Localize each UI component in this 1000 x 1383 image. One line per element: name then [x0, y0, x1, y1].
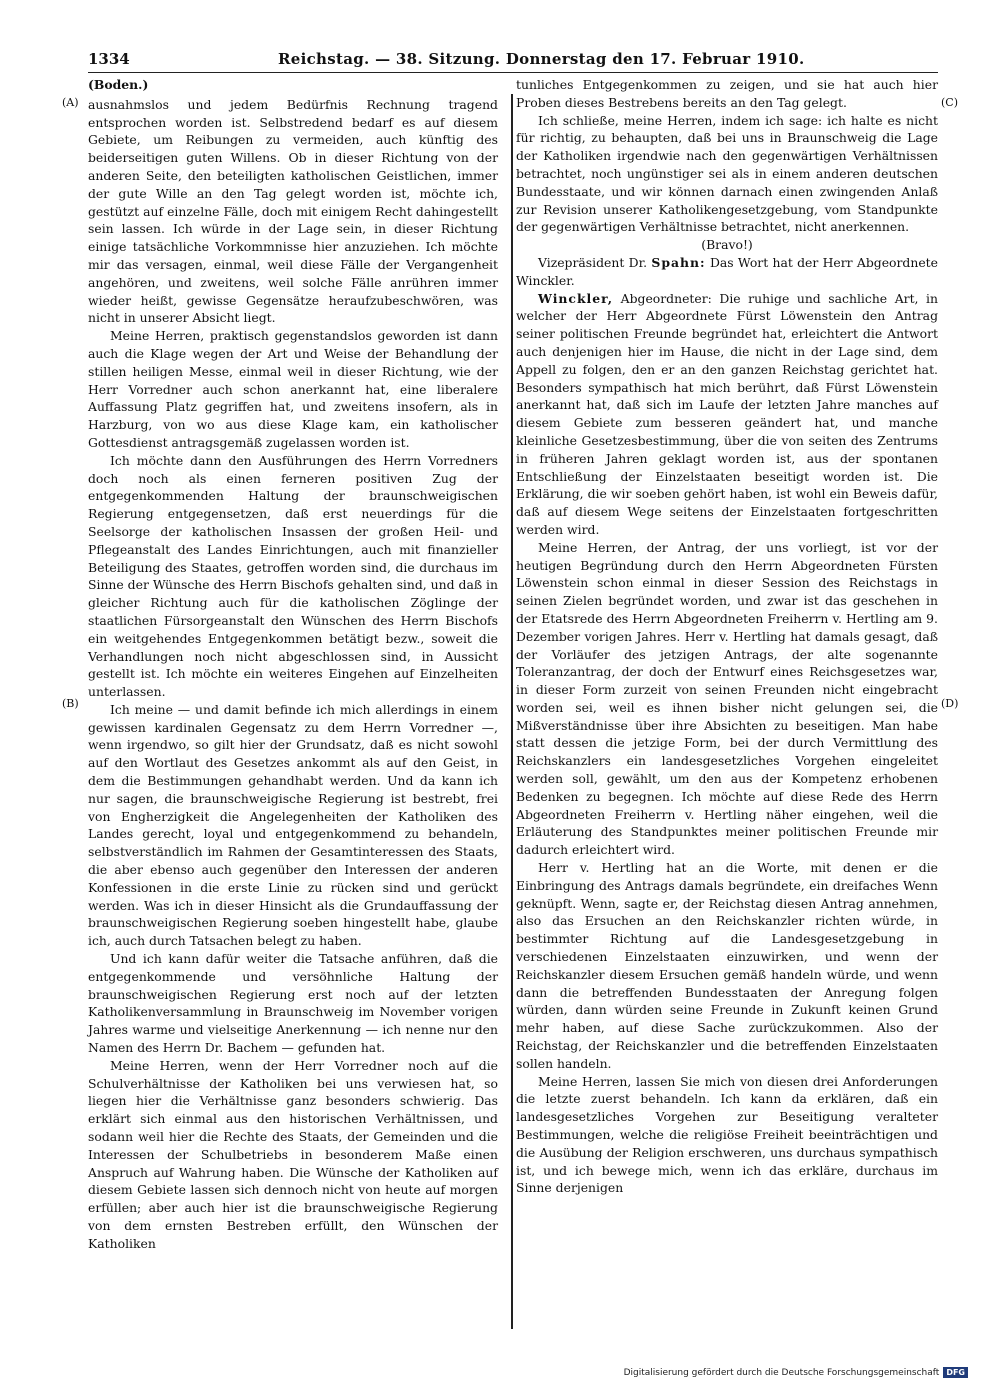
- margin-mark-b: (B): [62, 697, 79, 710]
- vp-text: Das Wort hat der Herr Abgeordnete Winckler.: [516, 254, 938, 288]
- vp-name: Spahn:: [651, 254, 706, 270]
- running-title: Reichstag. — 38. Sitzung. Donnerstag den 17. Februar 1910.: [278, 50, 805, 68]
- paragraph: Meine Herren, praktisch gegenstandslos geworden ist dann auch die Klage wegen der Art und Weise der Behandlung der stillen heiligen Messe, einmal weil in dieser Richtung, wie der Herr Vorredner auch schon anerkannt hat, eine liberalere Auffassung Platz gegriffen hat, und zweitens insofern, als in Harzburg, von wo aus diese Klage kam, ein katholischer Gottesdienst antragsgemäß zugelassen worden ist.: [88, 328, 498, 450]
- vp-prefix: Vizepräsident Dr.: [538, 254, 648, 270]
- speaker-name: Winckler,: [538, 290, 614, 306]
- paragraph: Meine Herren, wenn der Herr Vorredner noch auf die Schulverhältnisse der Katholiken bei uns verwiesen hat, so liegen hier die Verhältnisse ganz besonders schwierig. Das erklärt sich einmal aus den historischen Verhältnissen, und sodann weil hier die Rechte des Staats, der Gemeinden und die Interessen der Schulbetriebs in besonderem Maße einen Anspruch auf Wahrung haben. Die Wünsche der Katholiken auf diesem Gebiete lassen sich dennoch nicht von heute auf morgen erfüllen; aber auch hier ist die braunschweigische Regierung von dem ernsten Bestreben erfüllt, den Wünschen der Katholiken: [88, 1057, 498, 1251]
- paragraph: Und ich kann dafür weiter die Tatsache anführen, daß die entgegenkommende und versöhnliche Haltung der braunschweigischen Regierung erst noch auf der letzten Katholikenversammlung in Braunschweig im November vorigen Jahres warme und vielseitige Anerkennung — ich nenne nur den Namen des Herrn Dr. Bachem — gefunden hat.: [88, 951, 498, 1056]
- right-column: [516, 76, 938, 1197]
- speech-text: Abgeordneter: Die ruhige und sachliche Art, in welcher der Herr Abgeordnete Fürst Löwenstein den Antrag seiner politischen Freunde begründet hat, erleichtert die Antwort auch denjenigen hier im Hause, die nicht in der Lage sind, dem Appell zu folgen, den er an den ganzen Reichstag gerichtet hat. Besonders sympathisch hat mich berührt, daß Fürst Löwenstein anerkannt hat, daß sich im Laufe der letzten Jahre manches auf diesem Gebiete zum besseren geändert hat, und manche kleinliche Gesetzesbestimmung, über die von seiten des Zentrums in früheren Jahren geklagt worden ist, aus der spontanen Entschließung der Einzelstaaten beseitigt worden ist. Die Erklärung, die wir soeben gehört haben, ist wohl ein Beweis dafür, daß auf diesem Wege seitens der Einzelstaaten fortgeschritten werden wird.: [516, 290, 938, 537]
- funding-note: Digitalisierung gefördert durch die Deutsche Forschungsgemeinschaft: [623, 1367, 940, 1378]
- paragraph: Meine Herren, lassen Sie mich von diesen drei Anforderungen die letzte zuerst behandeln. Ich kann da erklären, daß ein landesgesetzliches Vorgehen zur Beseitigung veralteter Bestimmungen, welche die religiöse Freiheit beeinträchtigen und die Ausübung der Religion erschweren, uns durchaus sympathisch ist, und ich bewege mich, wenn ich das erkläre, durchaus im Sinne derjenigen: [516, 1073, 938, 1196]
- digitization-footer: [624, 1367, 968, 1378]
- paragraph: Herr v. Hertling hat an die Worte, mit denen er die Einbringung des Antrags damals begründete, ein dreifaches Wenn geknüpft. Wenn, sagte er, der Reichstag diesen Antrag annehmen, also das Ersuchen an den Reichskanzler richten würde, in bestimmter Richtung auf die Landesgesetzgebung in verschiedenen Einzelstaaten einzuwirken, und wenn der Reichskanzler diesem Ersuchen gemäß handeln würde, und wenn dann die betreffenden Bundesstaaten der Anregung folgen würden, dann würden seine Freunde in Zukunft keinen Grund mehr haben, auf diese Sache zurückzukommen. Also der Reichstag, der Reichskanzler und die betreffenden Einzelstaaten sollen handeln.: [516, 860, 938, 1071]
- paragraph: Meine Herren, der Antrag, der uns vorliegt, ist vor der heutigen Begründung durch den Herrn Abgeordneten Fürsten Löwenstein schon einmal in dieser Session des Reichstags in seinen Zielen begründet worden, und zwar ist das geschehen in der Etatsrede des Herrn Abgeordneten Freiherrn v. Hertling am 9. Dezember vorigen Jahres. Herr v. Hertling hat damals gesagt, daß der Vorläufer des jetzigen Antrags, der alte sogenannte Toleranzantrag, der doch der Entwurf eines Reichsgesetzes war, in dieser Form zurzeit von seinen Freunden nicht eingebracht worden sei, weil es ihnen bisher nicht gelungen sei, die Mißverständnisse über ihre Absichten zu beseitigen. Man habe statt dessen die jetzige Form, bei der durch Vermittlung des Reichskanzlers ein landesgesetzliches Vorgehen eingeleitet werden soll, gewählt, um den aus der Kompetenz erhobenen Bedenken zu begegnen. Ich möchte auf diese Rede des Herrn Abgeordneten Freiherrn v. Hertling näher eingehen, weil die Erläuterung des Standpunktes meiner politischen Freunde mir dadurch erleichtert wird.: [516, 539, 938, 858]
- paragraph: Ich meine — und damit befinde ich mich allerdings in einem gewissen kardinalen Gegensatz zu dem Herrn Vorredner —, wenn irgendwo, so gilt hier der Grundsatz, daß es nicht sowohl auf den Wortlaut des Gesetzes ankommt als auf den Geist, in dem die Bestimmungen gehandhabt werden. Und da kann ich nur sagen, die braunschweigische Regierung ist bestrebt, frei von Engherzigkeit die Angelegenheiten der Katholiken des Landes gerecht, loyal und entgegenkommend zu behandeln, selbstverständlich im Rahmen der Gesamtinteressen des Staats, die aber ebenso auch gegenüber den Interessen der anderen Konfessionen in die erste Linie zu rücken sind und gerückt werden. Was ich in dieser Hinsicht als die Grundauffassung der braunschweigischen Regierung soeben hingestellt habe, glaube ich, auch durch Tatsachen belegt zu haben.: [88, 701, 498, 949]
- paragraph: Ich möchte dann den Ausführungen des Herrn Vorredners doch noch als einen ferneren positiven Zug der entgegenkommenden Haltung der braunschweigischen Regierung entgegensetzen, daß erst neuerdings für die Seelsorge der katholischen Insassen der großen Heil- und Pflegeanstalt des Landes Einrichtungen, auch mit finanzieller Beteiligung des Staates, getroffen worden sind, die durchaus im Sinne der Wünsche des Herrn Bischofs gehalten sind, und daß in gleicher Richtung auch für die katholischen Zöglinge der staatlichen Fürsorgeanstalt den Wünschen des Herrn Bischofs ein weitgehendes Entgegenkommen betätigt bezw., soweit die Verhandlungen noch nicht abgeschlossen sind, in Aussicht gestellt ist. Ich möchte ein weiteres Eingehen auf Einzelheiten unterlassen.: [88, 452, 498, 700]
- margin-mark-c: (C): [941, 96, 958, 109]
- vice-president-statement: [516, 254, 938, 290]
- page-header: [88, 50, 938, 73]
- applause-note: (Bravo!): [701, 237, 753, 253]
- speaker-tag: (Boden.): [88, 77, 149, 92]
- page-number: 1334: [88, 50, 130, 68]
- winckler-speech-start: [516, 290, 938, 539]
- left-column: [88, 76, 498, 1253]
- paragraph: Ich schließe, meine Herren, indem ich sage: ich halte es nicht für richtig, zu behaupten, daß bei uns in Braunschweig die Lage der Katholiken irgendwie nach den gegenwärtigen Verhältnissen betrachtet, noch ungünstiger sei als in einem anderen deutschen Bundesstaate, und wir können darnach einen zwingenden Anlaß zur Revision unserer Katholikengesetzgebung, vom Standpunkte der gegenwärtigen Verhältnisse betrachtet, nicht anerkennen.: [516, 112, 938, 235]
- paragraph: ausnahmslos und jedem Bedürfnis Rechnung tragend entsprochen worden ist. Selbstredend bedarf es auf diesem Gebiete, um Reibungen zu vermeiden, auch künftig des beiderseitigen guten Willens. Ob in dieser Richtung von der anderen Seite, den beteiligten katholischen Geistlichen, immer der gute Wille an den Tag gelegt worden ist, möchte ich, gestützt auf einzelne Fälle, doch mit einigem Recht dahingestellt sein lassen. Ich würde in der Lage sein, in dieser Richtung einige tatsächliche Vorkommnisse hier anzuziehen. Ich möchte mir das versagen, einmal, weil diese Fälle der Vergangenheit angehören, und zweitens, weil solche Fälle anrühren immer wieder heißt, gewisse Gegensätze heraufzubeschwören, was nicht in unserer Absicht liegt.: [88, 96, 498, 326]
- margin-mark-d: (D): [941, 697, 959, 710]
- column-divider: [511, 94, 513, 1329]
- paragraph: tunliches Entgegenkommen zu zeigen, und sie hat auch hier Proben dieses Bestrebens bereits an den Tag gelegt.: [516, 77, 938, 110]
- margin-mark-a: (A): [62, 96, 79, 109]
- dfg-logo-icon: DFG: [943, 1367, 968, 1378]
